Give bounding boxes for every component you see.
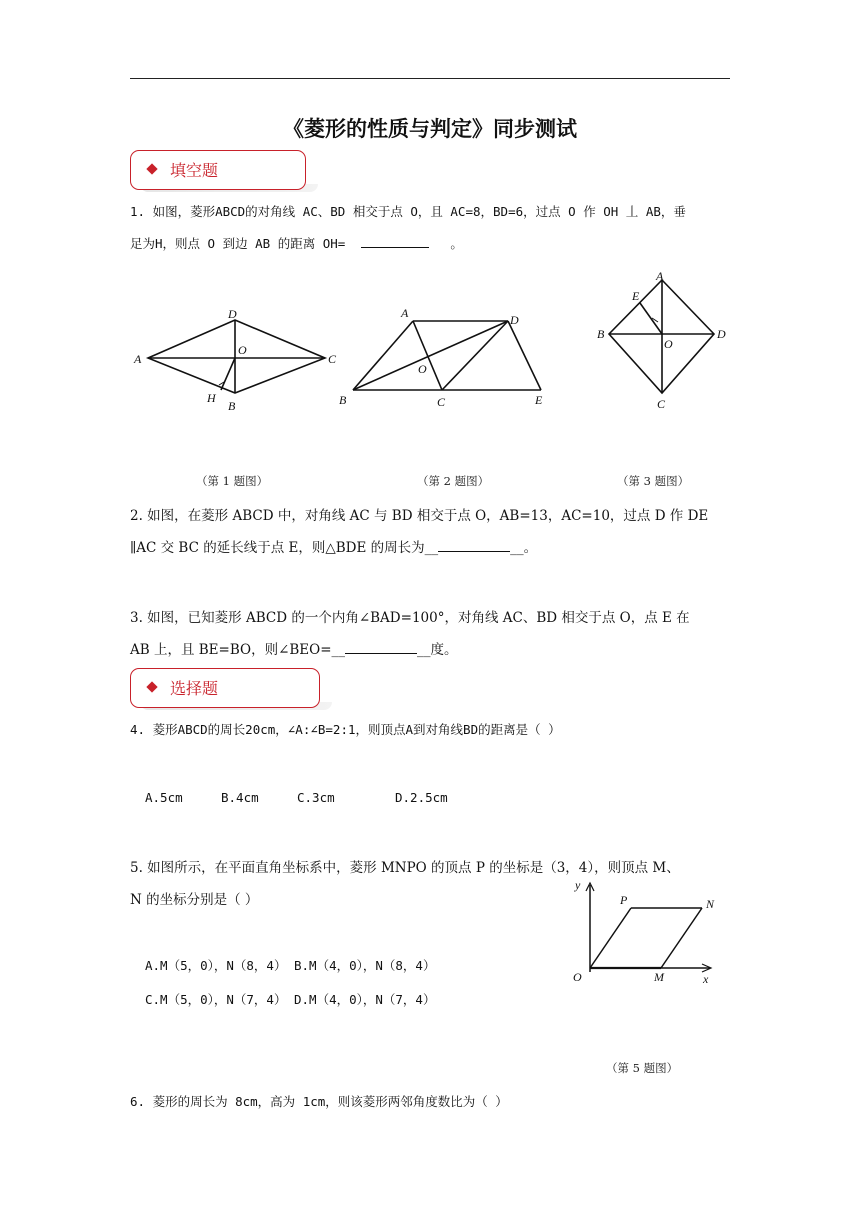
fig5-label-o: O (573, 970, 582, 984)
fig1-label-o: O (238, 343, 247, 357)
question-5: 5. 如图所示，在平面直角坐标系中，菱形 MNPO 的顶点 P 的坐标是（3，4），则顶点 M、 N 的坐标分别是（ ） (130, 860, 680, 908)
fig5-label-y: y (575, 878, 581, 892)
answer-blank[interactable] (361, 233, 429, 248)
fig1-label-b: B (228, 399, 236, 413)
fig3-label-c: C (657, 397, 666, 411)
fig2-label-a: A (401, 306, 409, 320)
option-a[interactable]: A.5cm (145, 790, 183, 805)
fig5-label-x: x (703, 972, 709, 986)
question-1: 1. 如图，菱形ABCD的对角线 AC、BD 相交于点 O，且 AC=8，BD=6，过点 O 作 OH 丄 AB，垂 足为H，则点 O 到边 AB 的距离 OH= 。 (130, 204, 686, 251)
section-header-choice (130, 668, 320, 708)
answer-blank[interactable] (345, 639, 417, 654)
fig1-label-d: D (228, 307, 237, 321)
question-3: 3. 如图，已知菱形 ABCD 的一个内角∠BAD=100°，对角线 AC、BD 相交于点 O，点 E 在 AB 上，且 BE=BO，则∠BEO=__ __度。 (130, 610, 690, 658)
fig3-label-b: B (597, 327, 605, 341)
fig3-label-d: D (717, 327, 726, 341)
section-header-fill (130, 150, 306, 190)
option-b[interactable]: B.4cm (221, 790, 259, 805)
fig2-label-e: E (535, 393, 543, 407)
fig3-label-o: O (664, 337, 673, 351)
fig2-label-d: D (510, 313, 519, 327)
answer-blank[interactable] (438, 537, 510, 552)
caption-fig-5: （第 5 题图） (606, 1061, 679, 1075)
question-6: 6. 菱形的周长为 8cm，高为 1cm，则该菱形两邻角度数比为（ ） (130, 1094, 508, 1109)
caption-fig-1: （第 1 题图） (196, 474, 269, 488)
fig2-label-c: C (437, 395, 446, 409)
section-label: 选择题 (170, 679, 219, 698)
fig1-label-h: H (207, 391, 216, 405)
caption-fig-3: （第 3 题图） (617, 474, 690, 488)
option-d[interactable]: D.M（4，0），N（7，4） (294, 992, 436, 1007)
option-c[interactable]: C.M（5，0），N（7，4） (145, 992, 287, 1007)
figure-1 (130, 300, 345, 420)
fig5-label-p: P (620, 893, 628, 907)
figure-3 (592, 268, 732, 413)
option-d[interactable]: D.2.5cm (395, 790, 448, 805)
fig3-label-a: A (656, 269, 664, 283)
option-b[interactable]: B.M（4，0），N（8，4） (294, 958, 436, 973)
fig5-label-n: N (706, 897, 715, 911)
figure-5 (565, 875, 730, 990)
option-c[interactable]: C.3cm (297, 790, 335, 805)
fig5-label-m: M (654, 970, 664, 984)
question-4: 4. 菱形ABCD的周长20cm，∠A:∠B=2:1，则顶点A到对角线BD的距离是（ ） (130, 722, 561, 737)
fig3-label-e: E (632, 289, 640, 303)
figure-2 (335, 300, 560, 415)
page-title: 《菱形的性质与判定》同步测试 (283, 117, 577, 141)
question-5-options (145, 950, 585, 1016)
fig2-label-b: B (339, 393, 347, 407)
question-2: 2. 如图，在菱形 ABCD 中，对角线 AC 与 BD 相交于点 O，AB=13，AC=10，过点 D 作 DE ∥AC 交 BC 的延长线于点 E，则△BDE 的周长为__ __。 (130, 508, 709, 556)
fig2-label-o: O (418, 362, 427, 376)
caption-fig-2: （第 2 题图） (417, 474, 490, 488)
header-rule (130, 78, 730, 79)
section-label: 填空题 (170, 161, 219, 180)
fig1-label-a: A (134, 352, 142, 366)
question-4-options (145, 782, 745, 814)
fig1-label-c: C (328, 352, 337, 366)
option-a[interactable]: A.M（5，0），N（8，4） (145, 958, 287, 973)
